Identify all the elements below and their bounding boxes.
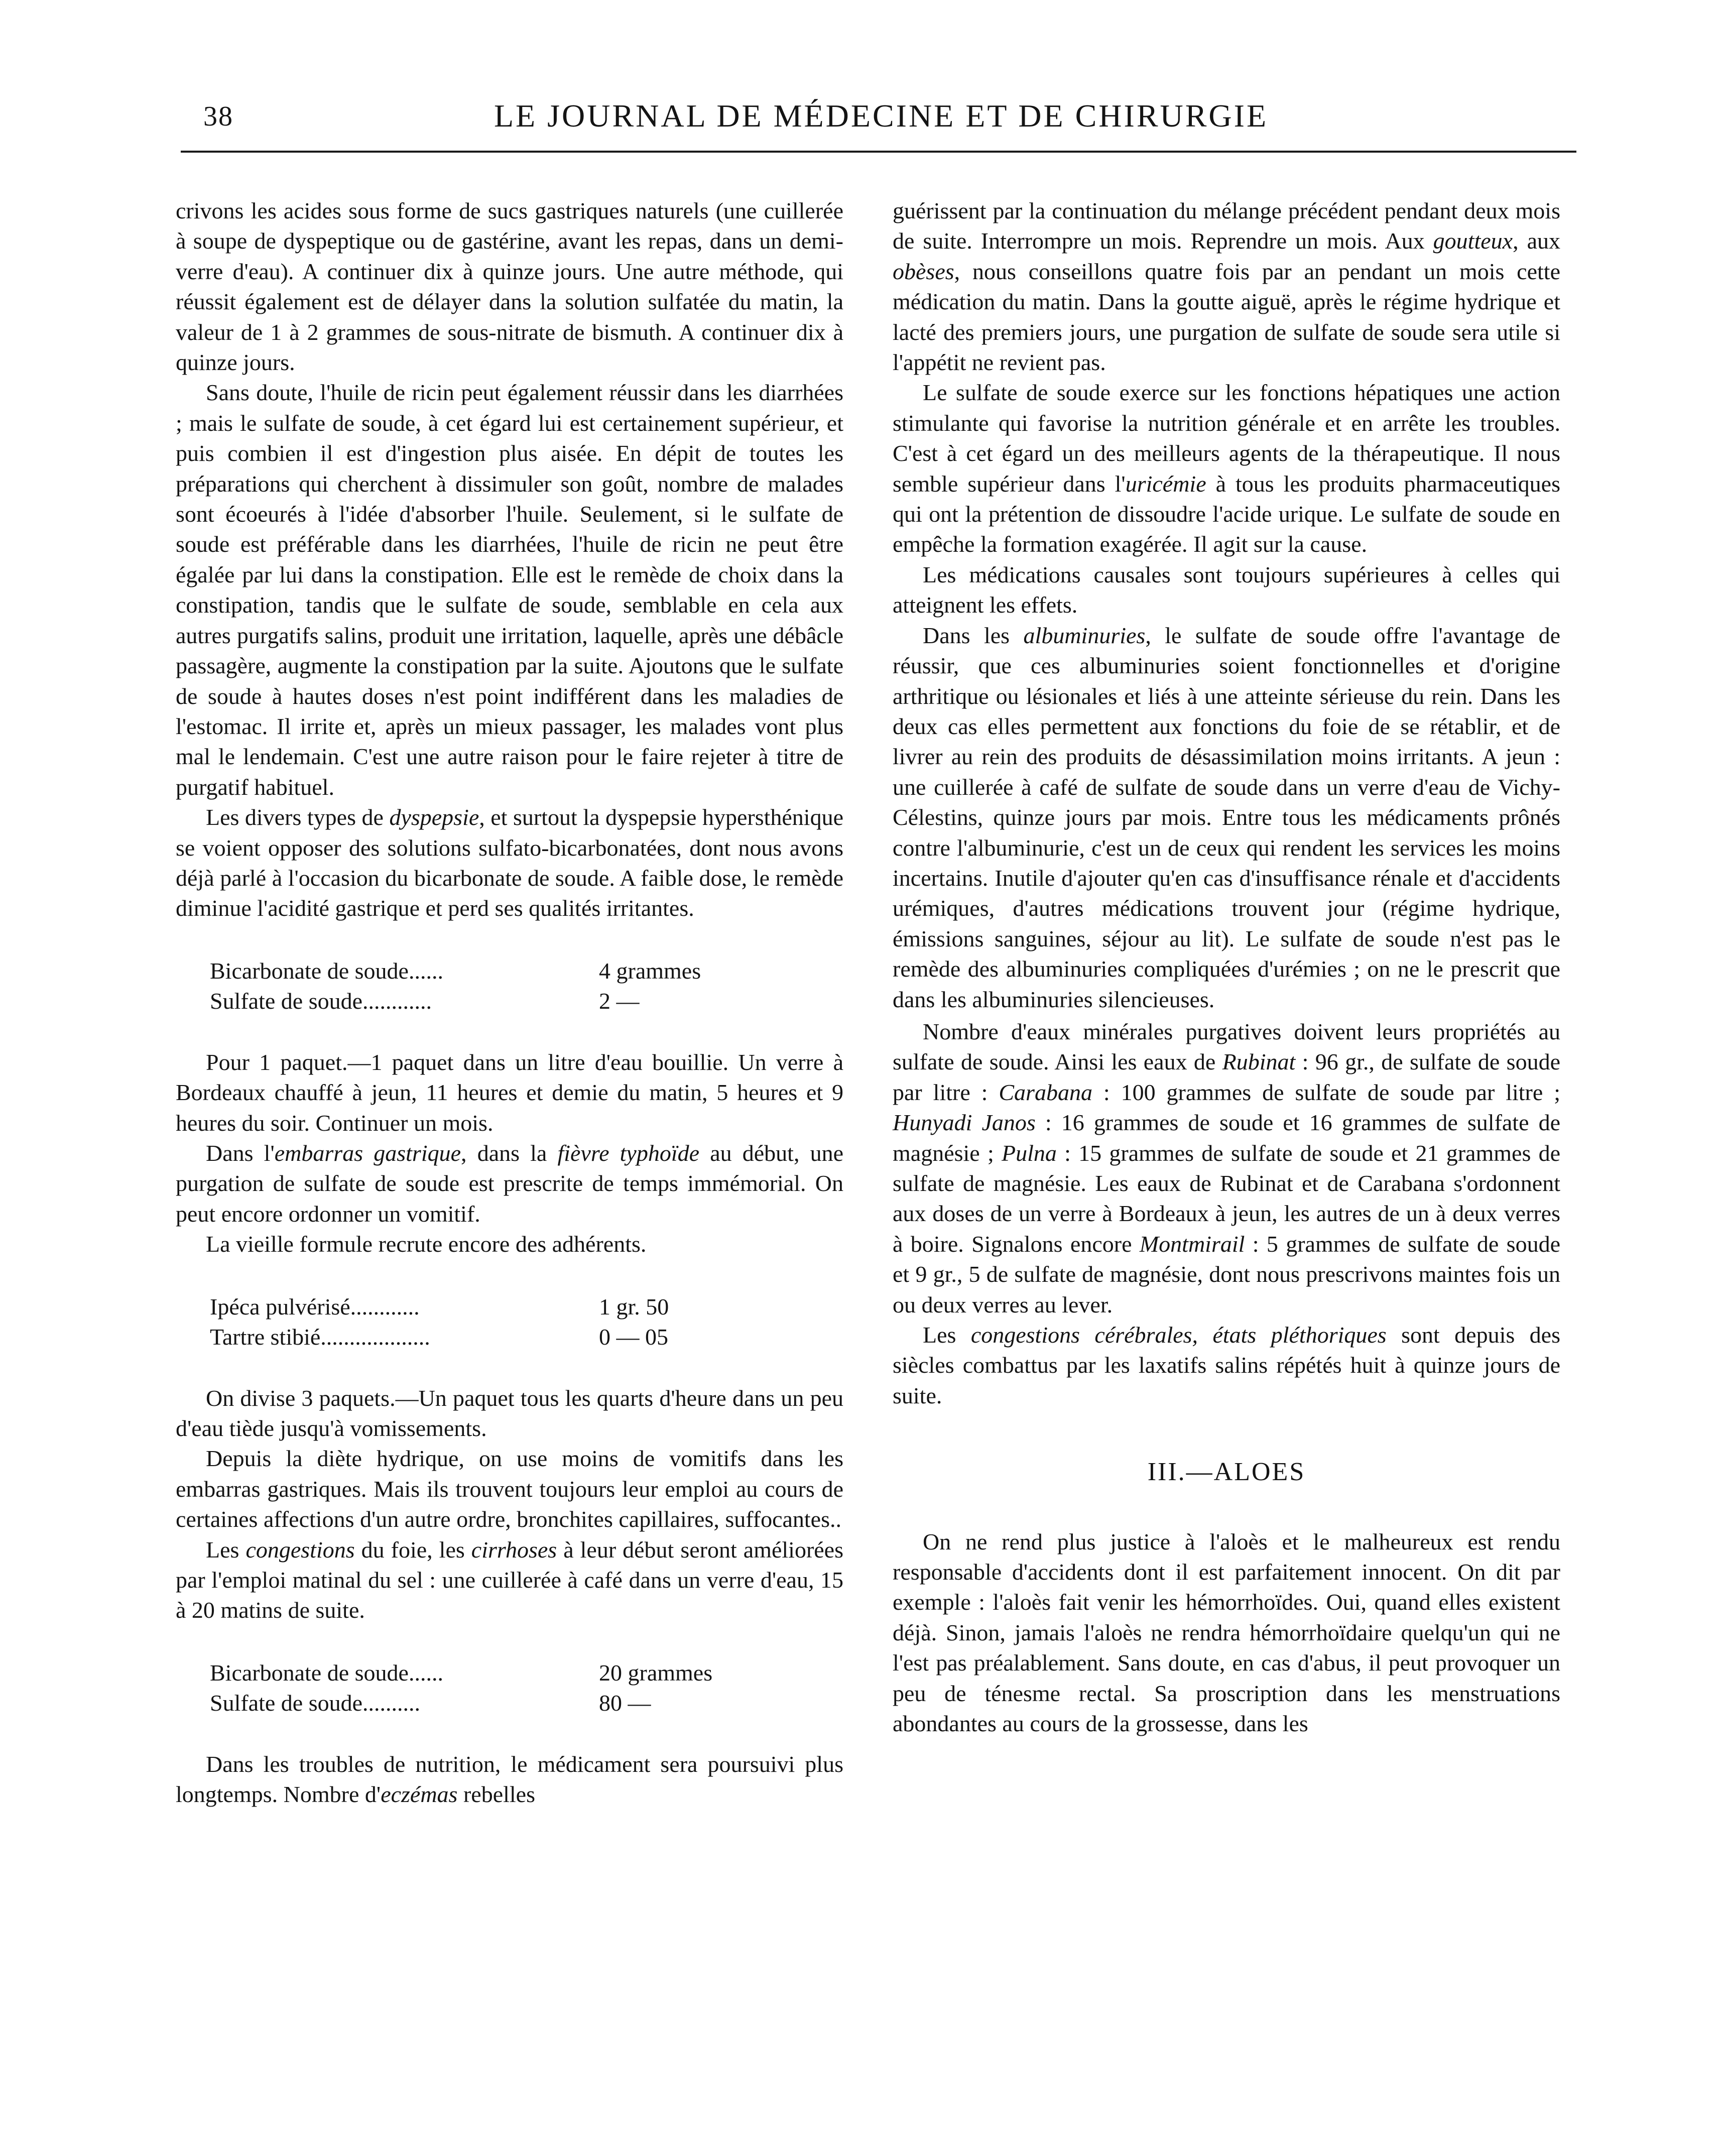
page-number: 38 (203, 101, 233, 132)
paragraph: Les divers types de dyspepsie, et surtout la dyspepsie hypersthénique se voient opposer des solutions sulfato-bicarbonatées, dont nous avons déjà parlé à l'occasion du bicarbonate de soude. A faible dose, le remède diminue l'acidité gastrique et perd ses qualités irritantes. (176, 804, 843, 921)
ingredient-dose: 2 — (599, 988, 640, 1014)
journal-title: LE JOURNAL DE MÉDECINE ET DE CHIRURGIE (494, 98, 1269, 134)
paragraph: Le sulfate de soude exerce sur les fonctions hépatiques une action stimulante qui favorise la nutrition générale et en arrête les troubles. C'est à cet égard un des meilleurs agents de la thérapeutique. Il nous semble supérieur dans l'uricémie à tous les produits pharmaceutiques qui ont la prétention de dissoudre l'acide urique. Le sulfate de soude en empêche la formation exagérée. Il agit sur la cause. (893, 380, 1560, 557)
running-head (181, 100, 1581, 146)
paragraph: On ne rend plus justice à l'aloès et le malheureux est rendu responsable d'accidents dont il est parfaitement innocent. On dit par exemple : l'aloès fait venir les hémorrhoïdes. Oui, quand elles existent déjà. Sinon, jamais l'aloès ne rendra hémorrhoïdaire quelqu'un qui ne l'est pas préalablement. Sans doute, en cas d'abus, il peut provoquer un peu de ténesme rectal. Sa proscription dans les menstruations abondantes au cours de la grossesse, dans les (893, 1528, 1560, 1737)
paragraph: La vieille formule recrute encore des adhérents. (206, 1231, 647, 1257)
paragraph: guérissent par la continuation du mélange précédent pendant deux mois de suite. Interrompre un mois. Reprendre un mois. Aux goutteux, aux obèses, nous conseillons quatre fois par an pendant un mois cette médication du matin. Dans la goutte aiguë, après le régime hydrique et lacté des premiers jours, une purgation de sulfate de soude sera utile si l'appétit ne revient pas. (893, 198, 1560, 376)
paragraph: Les congestions cérébrales, états pléthoriques sont depuis des siècles combattus par les laxatifs salins répétés huit à quinze jours de suite. (893, 1322, 1560, 1408)
ingredient-name: Bicarbonate de soude...... (210, 1659, 443, 1686)
paragraph: Dans l'embarras gastrique, dans la fièvre typhoïde au début, une purgation de sulfate de soude est prescrite de temps immémorial. On peut encore ordonner un vomitif. (176, 1140, 844, 1227)
header-rule (181, 151, 1576, 153)
section-heading: III.—ALOES (1147, 1458, 1306, 1487)
paragraph: Pour 1 paquet.—1 paquet dans un litre d'eau bouillie. Un verre à Bordeaux chauffé à jeun, 11 heures et demie du matin, 5 heures et 9 heures du soir. Continuer un mois. (176, 1049, 843, 1136)
paragraph: Depuis la diète hydrique, on use moins de vomitifs dans les embarras gastriques. Mais ils trouvent toujours leur emploi au cours de certaines affections d'un autre ordre, bronchites capillaires, suffocantes.. (176, 1446, 843, 1532)
paragraph: On divise 3 paquets.—Un paquet tous les quarts d'heure dans un peu d'eau tiède jusqu'à vomissements. (176, 1385, 843, 1441)
paragraph: Dans les albuminuries, le sulfate de soude offre l'avantage de réussir, que ces albuminuries soient fonctionnelles et d'origine arthritique ou lésionales et liés à une atteinte sérieuse du rein. Dans les deux cas elles permettent aux fonctions du foie de se rétablir, et de livrer au rein des produits de désassimilation moins irritants. A jeun : une cuillerée à café de sulfate de soude dans un verre d'eau de Vichy-Célestins, quinze jours par mois. Entre tous les médicaments prônés contre l'albuminurie, c'est un de ceux qui rendent les services les moins incertains. Inutile d'ajouter qu'en cas d'insuffisance rénale et d'accidents urémiques, d'autres médications trouvent jour (régime hydrique, émissions sanguines, séjour au lit). Le sulfate de soude n'est pas le remède des albuminuries compliquées d'urémies ; on ne le prescrit que dans les albuminuries silencieuses. (893, 622, 1560, 1012)
formula-row (210, 956, 843, 986)
ingredient-name: Sulfate de soude............ (210, 988, 432, 1014)
ingredient-dose: 1 gr. 50 (599, 1293, 669, 1320)
formula-row (210, 1322, 843, 1352)
paragraph: Sans doute, l'huile de ricin peut également réussir dans les diarrhées ; mais le sulfate de soude, à cet égard lui est certainement supérieur, et puis combien il est d'ingestion plus aisée. En dépit de toutes les préparations qui cherchent à dissimuler son goût, nombre de malades sont écoeurés à l'idée d'absorber l'huile. Seulement, si le sulfate de soude est préférable dans les diarrhées, l'huile de ricin ne peut être égalée par lui dans la constipation. Elle est le remède de choix dans la constipation, tandis que le sulfate de soude, semblable en cela aux autres purgatifs salins, produit une irritation, laquelle, après une débâcle passagère, augmente la constipation par la suite. Ajoutons que le sulfate de soude à hautes doses n'est point indifférent dans les maladies de l'estomac. Il irrite et, après un mieux passager, les malades vont plus mal le lendemain. C'est une autre raison pour le faire rejeter à titre de purgatif habituel. (176, 380, 843, 800)
left-column (176, 196, 843, 1810)
paragraph: crivons les acides sous forme de sucs gastriques naturels (une cuillerée à soupe de dyspeptique ou de gastérine, avant les repas, dans un demi-verre d'eau). A continuer dix à quinze jours. Une autre méthode, qui réussit également est de délayer dans la solution sulfatée du matin, la valeur de 1 à 2 grammes de sous-nitrate de bismuth. A continuer dix à quinze jours. (176, 198, 843, 376)
ingredient-dose: 0 — 05 (599, 1324, 668, 1350)
paragraph: Les médications causales sont toujours supérieures à celles qui atteignent les effets. (893, 561, 1560, 618)
formula-row (210, 986, 843, 1016)
ingredient-name: Bicarbonate de soude...... (210, 957, 443, 984)
ingredient-dose: 20 grammes (599, 1659, 713, 1686)
right-column (893, 196, 1560, 1739)
formula-row (210, 1658, 843, 1688)
ingredient-name: Tartre stibié................... (210, 1324, 430, 1350)
ingredient-dose: 80 — (599, 1690, 651, 1716)
prescription-formula (210, 1292, 843, 1352)
ingredient-name: Sulfate de soude.......... (210, 1690, 421, 1716)
formula-row (210, 1292, 843, 1322)
paragraph: Les congestions du foie, les cirrhoses à leur début seront améliorées par l'emploi matinal du sel : une cuillerée à café dans un verre d'eau, 15 à 20 matins de suite. (176, 1536, 844, 1623)
prescription-formula (210, 956, 843, 1016)
ingredient-dose: 4 grammes (599, 957, 701, 984)
prescription-formula (210, 1658, 843, 1718)
paragraph: Dans les troubles de nutrition, le médicament sera poursuivi plus longtemps. Nombre d'eczémas rebelles (176, 1751, 843, 1808)
paragraph: Nombre d'eaux minérales purgatives doivent leurs propriétés au sulfate de soude. Ainsi les eaux de Rubinat : 96 gr., de sulfate de soude par litre : Carabana : 100 grammes de sulfate de soude par litre ; Hunyadi Janos : 16 grammes de soude et 16 grammes de sulfate de magnésie ; Pulna : 15 grammes de sulfate de soude et 21 grammes de sulfate de magnésie. Les eaux de Rubinat et de Carabana s'ordonnent aux doses de un verre à Bordeaux à jeun, les autres de un à deux verres à boire. Signalons encore Montmirail : 5 grammes de sulfate de soude et 9 gr., 5 de sulfate de magnésie, dont nous prescrivons maintes fois un ou deux verres au lever. (893, 1018, 1561, 1317)
formula-row (210, 1688, 843, 1718)
ingredient-name: Ipéca pulvérisé............ (210, 1293, 420, 1320)
